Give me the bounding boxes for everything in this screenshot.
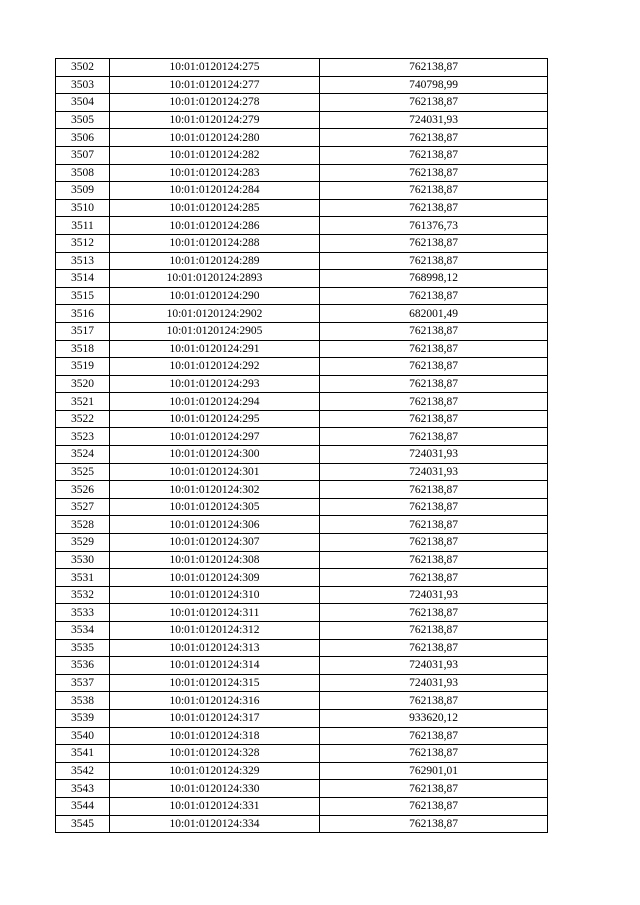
cadastral-number-cell: 10:01:0120124:313 <box>110 639 320 657</box>
table-row <box>56 252 548 270</box>
cadastral-number-cell: 10:01:0120124:289 <box>110 252 320 270</box>
cadastral-number-cell: 10:01:0120124:285 <box>110 199 320 217</box>
table-row <box>56 762 548 780</box>
cadastral-value-cell: 762138,87 <box>320 358 548 376</box>
row-number-cell: 3524 <box>56 446 110 464</box>
cadastral-value-cell: 762901,01 <box>320 762 548 780</box>
cadastral-value-cell: 762138,87 <box>320 252 548 270</box>
row-number-cell: 3508 <box>56 164 110 182</box>
table-row <box>56 270 548 288</box>
cadastral-number-cell: 10:01:0120124:275 <box>110 59 320 77</box>
row-number-cell: 3528 <box>56 516 110 534</box>
cadastral-number-cell: 10:01:0120124:294 <box>110 393 320 411</box>
row-number-cell: 3503 <box>56 76 110 94</box>
table-row <box>56 586 548 604</box>
cadastral-value-cell: 762138,87 <box>320 780 548 798</box>
row-number-cell: 3540 <box>56 727 110 745</box>
cadastral-number-cell: 10:01:0120124:315 <box>110 674 320 692</box>
cadastral-number-cell: 10:01:0120124:286 <box>110 217 320 235</box>
cadastral-value-cell: 724031,93 <box>320 111 548 129</box>
table-row <box>56 340 548 358</box>
table-row <box>56 129 548 147</box>
row-number-cell: 3532 <box>56 586 110 604</box>
cadastral-value-cell: 724031,93 <box>320 463 548 481</box>
cadastral-number-cell: 10:01:0120124:314 <box>110 657 320 675</box>
cadastral-number-cell: 10:01:0120124:308 <box>110 551 320 569</box>
row-number-cell: 3502 <box>56 59 110 77</box>
row-number-cell: 3520 <box>56 375 110 393</box>
table-row <box>56 375 548 393</box>
cadastral-value-table <box>55 58 548 833</box>
cadastral-number-cell: 10:01:0120124:334 <box>110 815 320 833</box>
table-row <box>56 199 548 217</box>
row-number-cell: 3544 <box>56 797 110 815</box>
table-row <box>56 797 548 815</box>
table-row <box>56 622 548 640</box>
table-row <box>56 393 548 411</box>
cadastral-number-cell: 10:01:0120124:288 <box>110 234 320 252</box>
table-row <box>56 182 548 200</box>
cadastral-number-cell: 10:01:0120124:278 <box>110 94 320 112</box>
cadastral-number-cell: 10:01:0120124:317 <box>110 709 320 727</box>
cadastral-value-cell: 762138,87 <box>320 534 548 552</box>
cadastral-value-cell: 762138,87 <box>320 322 548 340</box>
cadastral-number-cell: 10:01:0120124:2893 <box>110 270 320 288</box>
row-number-cell: 3536 <box>56 657 110 675</box>
cadastral-value-cell: 762138,87 <box>320 498 548 516</box>
table-row <box>56 446 548 464</box>
cadastral-number-cell: 10:01:0120124:318 <box>110 727 320 745</box>
cadastral-number-cell: 10:01:0120124:295 <box>110 410 320 428</box>
table-row <box>56 94 548 112</box>
table-body <box>56 59 548 833</box>
row-number-cell: 3507 <box>56 146 110 164</box>
row-number-cell: 3539 <box>56 709 110 727</box>
table-row <box>56 516 548 534</box>
cadastral-value-cell: 762138,87 <box>320 622 548 640</box>
row-number-cell: 3521 <box>56 393 110 411</box>
row-number-cell: 3510 <box>56 199 110 217</box>
cadastral-value-cell: 740798,99 <box>320 76 548 94</box>
cadastral-number-cell: 10:01:0120124:302 <box>110 481 320 499</box>
cadastral-value-cell: 762138,87 <box>320 340 548 358</box>
cadastral-number-cell: 10:01:0120124:331 <box>110 797 320 815</box>
row-number-cell: 3511 <box>56 217 110 235</box>
table-row <box>56 463 548 481</box>
cadastral-value-cell: 762138,87 <box>320 129 548 147</box>
row-number-cell: 3538 <box>56 692 110 710</box>
row-number-cell: 3543 <box>56 780 110 798</box>
cadastral-value-cell: 762138,87 <box>320 551 548 569</box>
row-number-cell: 3527 <box>56 498 110 516</box>
cadastral-number-cell: 10:01:0120124:310 <box>110 586 320 604</box>
cadastral-number-cell: 10:01:0120124:297 <box>110 428 320 446</box>
row-number-cell: 3509 <box>56 182 110 200</box>
cadastral-number-cell: 10:01:0120124:328 <box>110 745 320 763</box>
cadastral-value-cell: 682001,49 <box>320 305 548 323</box>
cadastral-value-cell: 762138,87 <box>320 692 548 710</box>
cadastral-value-cell: 724031,93 <box>320 674 548 692</box>
cadastral-number-cell: 10:01:0120124:277 <box>110 76 320 94</box>
row-number-cell: 3542 <box>56 762 110 780</box>
table-row <box>56 674 548 692</box>
table-row <box>56 551 548 569</box>
table-row <box>56 410 548 428</box>
row-number-cell: 3526 <box>56 481 110 499</box>
row-number-cell: 3531 <box>56 569 110 587</box>
row-number-cell: 3505 <box>56 111 110 129</box>
cadastral-value-cell: 762138,87 <box>320 287 548 305</box>
cadastral-number-cell: 10:01:0120124:305 <box>110 498 320 516</box>
table-row <box>56 217 548 235</box>
row-number-cell: 3522 <box>56 410 110 428</box>
cadastral-value-cell: 762138,87 <box>320 59 548 77</box>
row-number-cell: 3516 <box>56 305 110 323</box>
cadastral-number-cell: 10:01:0120124:293 <box>110 375 320 393</box>
table-row <box>56 76 548 94</box>
table-row <box>56 692 548 710</box>
row-number-cell: 3518 <box>56 340 110 358</box>
cadastral-value-cell: 762138,87 <box>320 639 548 657</box>
table-row <box>56 815 548 833</box>
cadastral-number-cell: 10:01:0120124:2902 <box>110 305 320 323</box>
table-row <box>56 234 548 252</box>
cadastral-number-cell: 10:01:0120124:2905 <box>110 322 320 340</box>
cadastral-value-cell: 762138,87 <box>320 410 548 428</box>
cadastral-value-cell: 762138,87 <box>320 727 548 745</box>
row-number-cell: 3537 <box>56 674 110 692</box>
row-number-cell: 3519 <box>56 358 110 376</box>
table-row <box>56 727 548 745</box>
cadastral-value-cell: 762138,87 <box>320 745 548 763</box>
table-row <box>56 287 548 305</box>
table-row <box>56 745 548 763</box>
cadastral-number-cell: 10:01:0120124:311 <box>110 604 320 622</box>
row-number-cell: 3506 <box>56 129 110 147</box>
cadastral-value-cell: 724031,93 <box>320 586 548 604</box>
row-number-cell: 3514 <box>56 270 110 288</box>
row-number-cell: 3525 <box>56 463 110 481</box>
cadastral-value-cell: 762138,87 <box>320 569 548 587</box>
cadastral-value-cell: 762138,87 <box>320 604 548 622</box>
cadastral-number-cell: 10:01:0120124:306 <box>110 516 320 534</box>
cadastral-value-cell: 762138,87 <box>320 375 548 393</box>
cadastral-value-cell: 762138,87 <box>320 234 548 252</box>
table-row <box>56 569 548 587</box>
table-row <box>56 498 548 516</box>
cadastral-number-cell: 10:01:0120124:330 <box>110 780 320 798</box>
cadastral-value-cell: 762138,87 <box>320 815 548 833</box>
row-number-cell: 3533 <box>56 604 110 622</box>
cadastral-number-cell: 10:01:0120124:307 <box>110 534 320 552</box>
cadastral-value-cell: 762138,87 <box>320 199 548 217</box>
cadastral-value-cell: 761376,73 <box>320 217 548 235</box>
cadastral-number-cell: 10:01:0120124:292 <box>110 358 320 376</box>
row-number-cell: 3545 <box>56 815 110 833</box>
cadastral-value-cell: 762138,87 <box>320 481 548 499</box>
cadastral-value-cell: 762138,87 <box>320 146 548 164</box>
table-row <box>56 164 548 182</box>
row-number-cell: 3515 <box>56 287 110 305</box>
cadastral-number-cell: 10:01:0120124:309 <box>110 569 320 587</box>
table-row <box>56 639 548 657</box>
cadastral-value-cell: 762138,87 <box>320 182 548 200</box>
table-row <box>56 59 548 77</box>
cadastral-number-cell: 10:01:0120124:283 <box>110 164 320 182</box>
cadastral-value-cell: 762138,87 <box>320 393 548 411</box>
cadastral-number-cell: 10:01:0120124:301 <box>110 463 320 481</box>
table-row <box>56 780 548 798</box>
row-number-cell: 3529 <box>56 534 110 552</box>
table-row <box>56 657 548 675</box>
cadastral-number-cell: 10:01:0120124:280 <box>110 129 320 147</box>
table-row <box>56 146 548 164</box>
cadastral-number-cell: 10:01:0120124:291 <box>110 340 320 358</box>
row-number-cell: 3504 <box>56 94 110 112</box>
row-number-cell: 3517 <box>56 322 110 340</box>
cadastral-value-cell: 762138,87 <box>320 516 548 534</box>
table-row <box>56 534 548 552</box>
cadastral-number-cell: 10:01:0120124:279 <box>110 111 320 129</box>
table-row <box>56 358 548 376</box>
cadastral-value-cell: 724031,93 <box>320 657 548 675</box>
cadastral-value-cell: 762138,87 <box>320 797 548 815</box>
table-row <box>56 111 548 129</box>
row-number-cell: 3541 <box>56 745 110 763</box>
cadastral-number-cell: 10:01:0120124:329 <box>110 762 320 780</box>
row-number-cell: 3513 <box>56 252 110 270</box>
cadastral-value-cell: 762138,87 <box>320 164 548 182</box>
row-number-cell: 3535 <box>56 639 110 657</box>
cadastral-value-cell: 724031,93 <box>320 446 548 464</box>
cadastral-number-cell: 10:01:0120124:300 <box>110 446 320 464</box>
cadastral-number-cell: 10:01:0120124:316 <box>110 692 320 710</box>
row-number-cell: 3523 <box>56 428 110 446</box>
cadastral-number-cell: 10:01:0120124:290 <box>110 287 320 305</box>
table-row <box>56 709 548 727</box>
cadastral-number-cell: 10:01:0120124:284 <box>110 182 320 200</box>
cadastral-value-cell: 762138,87 <box>320 94 548 112</box>
row-number-cell: 3534 <box>56 622 110 640</box>
cadastral-value-cell: 762138,87 <box>320 428 548 446</box>
table-row <box>56 428 548 446</box>
table-row <box>56 604 548 622</box>
row-number-cell: 3530 <box>56 551 110 569</box>
table-row <box>56 322 548 340</box>
cadastral-value-cell: 933620,12 <box>320 709 548 727</box>
cadastral-number-cell: 10:01:0120124:282 <box>110 146 320 164</box>
table-row <box>56 305 548 323</box>
cadastral-value-cell: 768998,12 <box>320 270 548 288</box>
table-row <box>56 481 548 499</box>
cadastral-number-cell: 10:01:0120124:312 <box>110 622 320 640</box>
row-number-cell: 3512 <box>56 234 110 252</box>
